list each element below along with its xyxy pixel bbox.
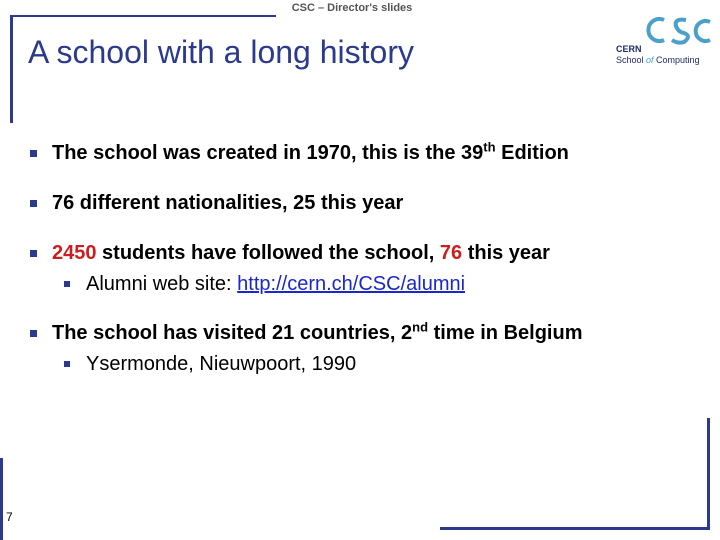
alumni-link[interactable]: http://cern.ch/CSC/alumni (237, 273, 466, 295)
right-rule (707, 418, 710, 530)
left-rule-top (10, 15, 13, 123)
logo-cern-text: CERN (616, 44, 642, 54)
page-number: 7 (6, 510, 13, 524)
sub-bullet-ysermonde: Ysermonde, Nieuwpoort, 1990 (62, 352, 708, 376)
header-caption: CSC – Director's slides (291, 2, 413, 14)
csc-logo (612, 12, 712, 72)
top-rule (10, 15, 276, 17)
bullet-countries: The school has visited 21 countries, 2nd time in Belgium (28, 320, 708, 346)
bullet-list (28, 140, 708, 376)
sub-bullet-alumni: Alumni web site: http://cern.ch/CSC/alumni (62, 272, 708, 296)
bullet-students: 2450 students have followed the school, 76 this year (28, 240, 708, 266)
bullet-nationalities: 76 different nationalities, 25 this year (28, 190, 708, 216)
bullet-created: The school was created in 1970, this is the 39th Edition (28, 140, 708, 166)
logo-school-text: School of Computing (616, 55, 700, 65)
slide-title: A school with a long history (28, 34, 414, 70)
bottom-rule (440, 527, 710, 530)
left-rule-bottom (0, 458, 3, 540)
